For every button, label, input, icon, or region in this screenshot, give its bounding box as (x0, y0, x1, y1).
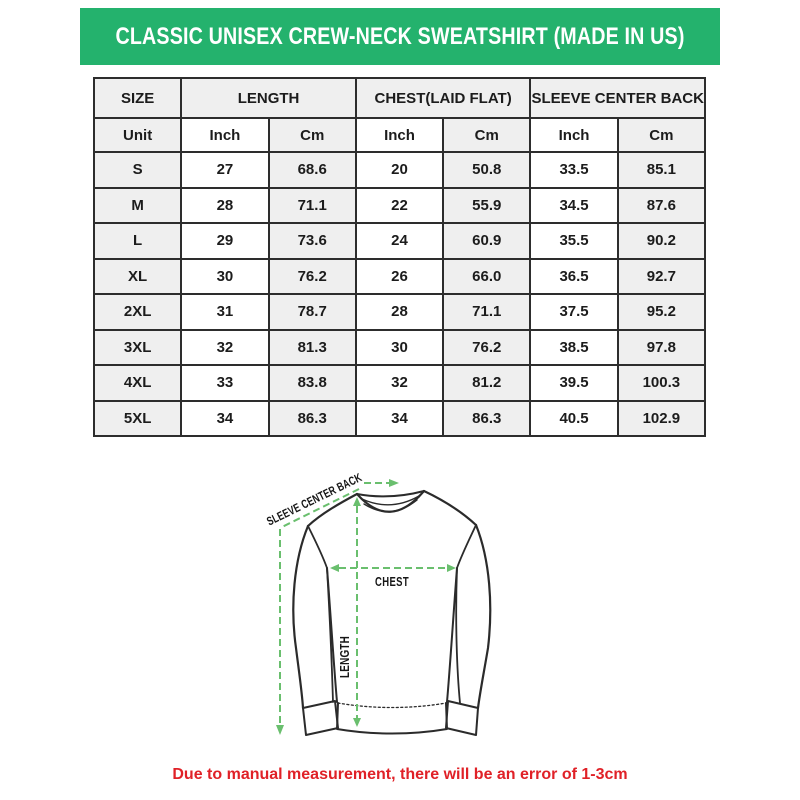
value-cell: 71.1 (443, 294, 530, 330)
table-row (94, 188, 705, 224)
right-sleeve-outer (476, 525, 490, 708)
value-cell: 95.2 (618, 294, 705, 330)
value-cell: 29 (181, 223, 268, 259)
table-row (94, 223, 705, 259)
sweatshirt-illustration (240, 452, 530, 758)
sleeve-center-back-label: SLEEVE CENTER BACK (264, 453, 398, 529)
size-cell: 2XL (94, 294, 181, 330)
value-cell: 30 (181, 259, 268, 295)
right-armhole-seam (457, 525, 476, 568)
size-cell: 5XL (94, 401, 181, 437)
value-cell: 26 (356, 259, 443, 295)
unit-cell: Inch (530, 118, 617, 152)
collar-top-edge (357, 491, 424, 496)
value-cell: 34 (356, 401, 443, 437)
value-cell: 87.6 (618, 188, 705, 224)
left-armhole-seam (308, 526, 327, 568)
value-cell: 102.9 (618, 401, 705, 437)
sleeve-arrowhead-cuff (276, 725, 284, 735)
length-label: LENGTH (338, 624, 352, 678)
column-group-header: SIZE (94, 78, 181, 118)
value-cell: 32 (181, 330, 268, 366)
value-cell: 20 (356, 152, 443, 188)
size-cell: 3XL (94, 330, 181, 366)
value-cell: 68.6 (269, 152, 356, 188)
unit-cell: Inch (181, 118, 268, 152)
value-cell: 30 (356, 330, 443, 366)
value-cell: 83.8 (269, 365, 356, 401)
unit-cell: Cm (618, 118, 705, 152)
value-cell: 90.2 (618, 223, 705, 259)
sleeve-arrowhead-neck (389, 479, 399, 487)
value-cell: 32 (356, 365, 443, 401)
value-cell: 28 (181, 188, 268, 224)
measurement-note (0, 766, 800, 784)
unit-cell: Cm (269, 118, 356, 152)
table-header-row (94, 78, 705, 118)
value-cell: 38.5 (530, 330, 617, 366)
column-group-header: CHEST(LAID FLAT) (356, 78, 531, 118)
table-row (94, 294, 705, 330)
value-cell: 76.2 (443, 330, 530, 366)
table-row (94, 152, 705, 188)
size-cell: M (94, 188, 181, 224)
value-cell: 50.8 (443, 152, 530, 188)
value-cell: 92.7 (618, 259, 705, 295)
unit-cell: Unit (94, 118, 181, 152)
size-table (93, 77, 706, 437)
column-group-header: LENGTH (181, 78, 356, 118)
size-cell: 4XL (94, 365, 181, 401)
size-cell: L (94, 223, 181, 259)
unit-row (94, 118, 705, 152)
left-sleeve-outer (293, 526, 308, 708)
value-cell: 76.2 (269, 259, 356, 295)
value-cell: 39.5 (530, 365, 617, 401)
unit-cell: Cm (443, 118, 530, 152)
value-cell: 60.9 (443, 223, 530, 259)
table-row (94, 401, 705, 437)
value-cell: 86.3 (443, 401, 530, 437)
value-cell: 40.5 (530, 401, 617, 437)
measurement-diagram (240, 452, 530, 758)
sweatshirt-outline (293, 491, 490, 735)
value-cell: 36.5 (530, 259, 617, 295)
title-banner (80, 8, 720, 65)
unit-cell: Inch (356, 118, 443, 152)
value-cell: 28 (356, 294, 443, 330)
value-cell: 71.1 (269, 188, 356, 224)
chest-arrowhead-left (330, 564, 339, 572)
value-cell: 34.5 (530, 188, 617, 224)
value-cell: 22 (356, 188, 443, 224)
table-row (94, 330, 705, 366)
right-sleeve-inner (456, 568, 460, 703)
size-table-head (94, 78, 705, 152)
left-cuff (303, 701, 338, 735)
table-row (94, 365, 705, 401)
value-cell: 33.5 (530, 152, 617, 188)
value-cell: 100.3 (618, 365, 705, 401)
value-cell: 24 (356, 223, 443, 259)
chest-arrowhead-right (447, 564, 456, 572)
value-cell: 97.8 (618, 330, 705, 366)
column-group-header: SLEEVE CENTER BACK (530, 78, 705, 118)
value-cell: 86.3 (269, 401, 356, 437)
size-cell: S (94, 152, 181, 188)
size-cell: XL (94, 259, 181, 295)
length-arrowhead-bottom (353, 718, 361, 727)
value-cell: 81.2 (443, 365, 530, 401)
value-cell: 31 (181, 294, 268, 330)
value-cell: 27 (181, 152, 268, 188)
value-cell: 37.5 (530, 294, 617, 330)
table-row (94, 259, 705, 295)
value-cell: 33 (181, 365, 268, 401)
hem-stitch-line (338, 703, 446, 708)
size-table-body (94, 152, 705, 436)
value-cell: 81.3 (269, 330, 356, 366)
value-cell: 55.9 (443, 188, 530, 224)
value-cell: 34 (181, 401, 268, 437)
value-cell: 73.6 (269, 223, 356, 259)
chest-label: CHEST (375, 574, 409, 589)
right-shoulder (424, 491, 476, 525)
value-cell: 85.1 (618, 152, 705, 188)
value-cell: 35.5 (530, 223, 617, 259)
right-cuff (446, 701, 478, 735)
page-title: CLASSIC UNISEX CREW-NECK SWEATSHIRT (MADE IN US) (115, 22, 685, 50)
value-cell: 66.0 (443, 259, 530, 295)
value-cell: 78.7 (269, 294, 356, 330)
measurement-note-text: Due to manual measurement, there will be an error of 1-3cm (172, 766, 628, 783)
